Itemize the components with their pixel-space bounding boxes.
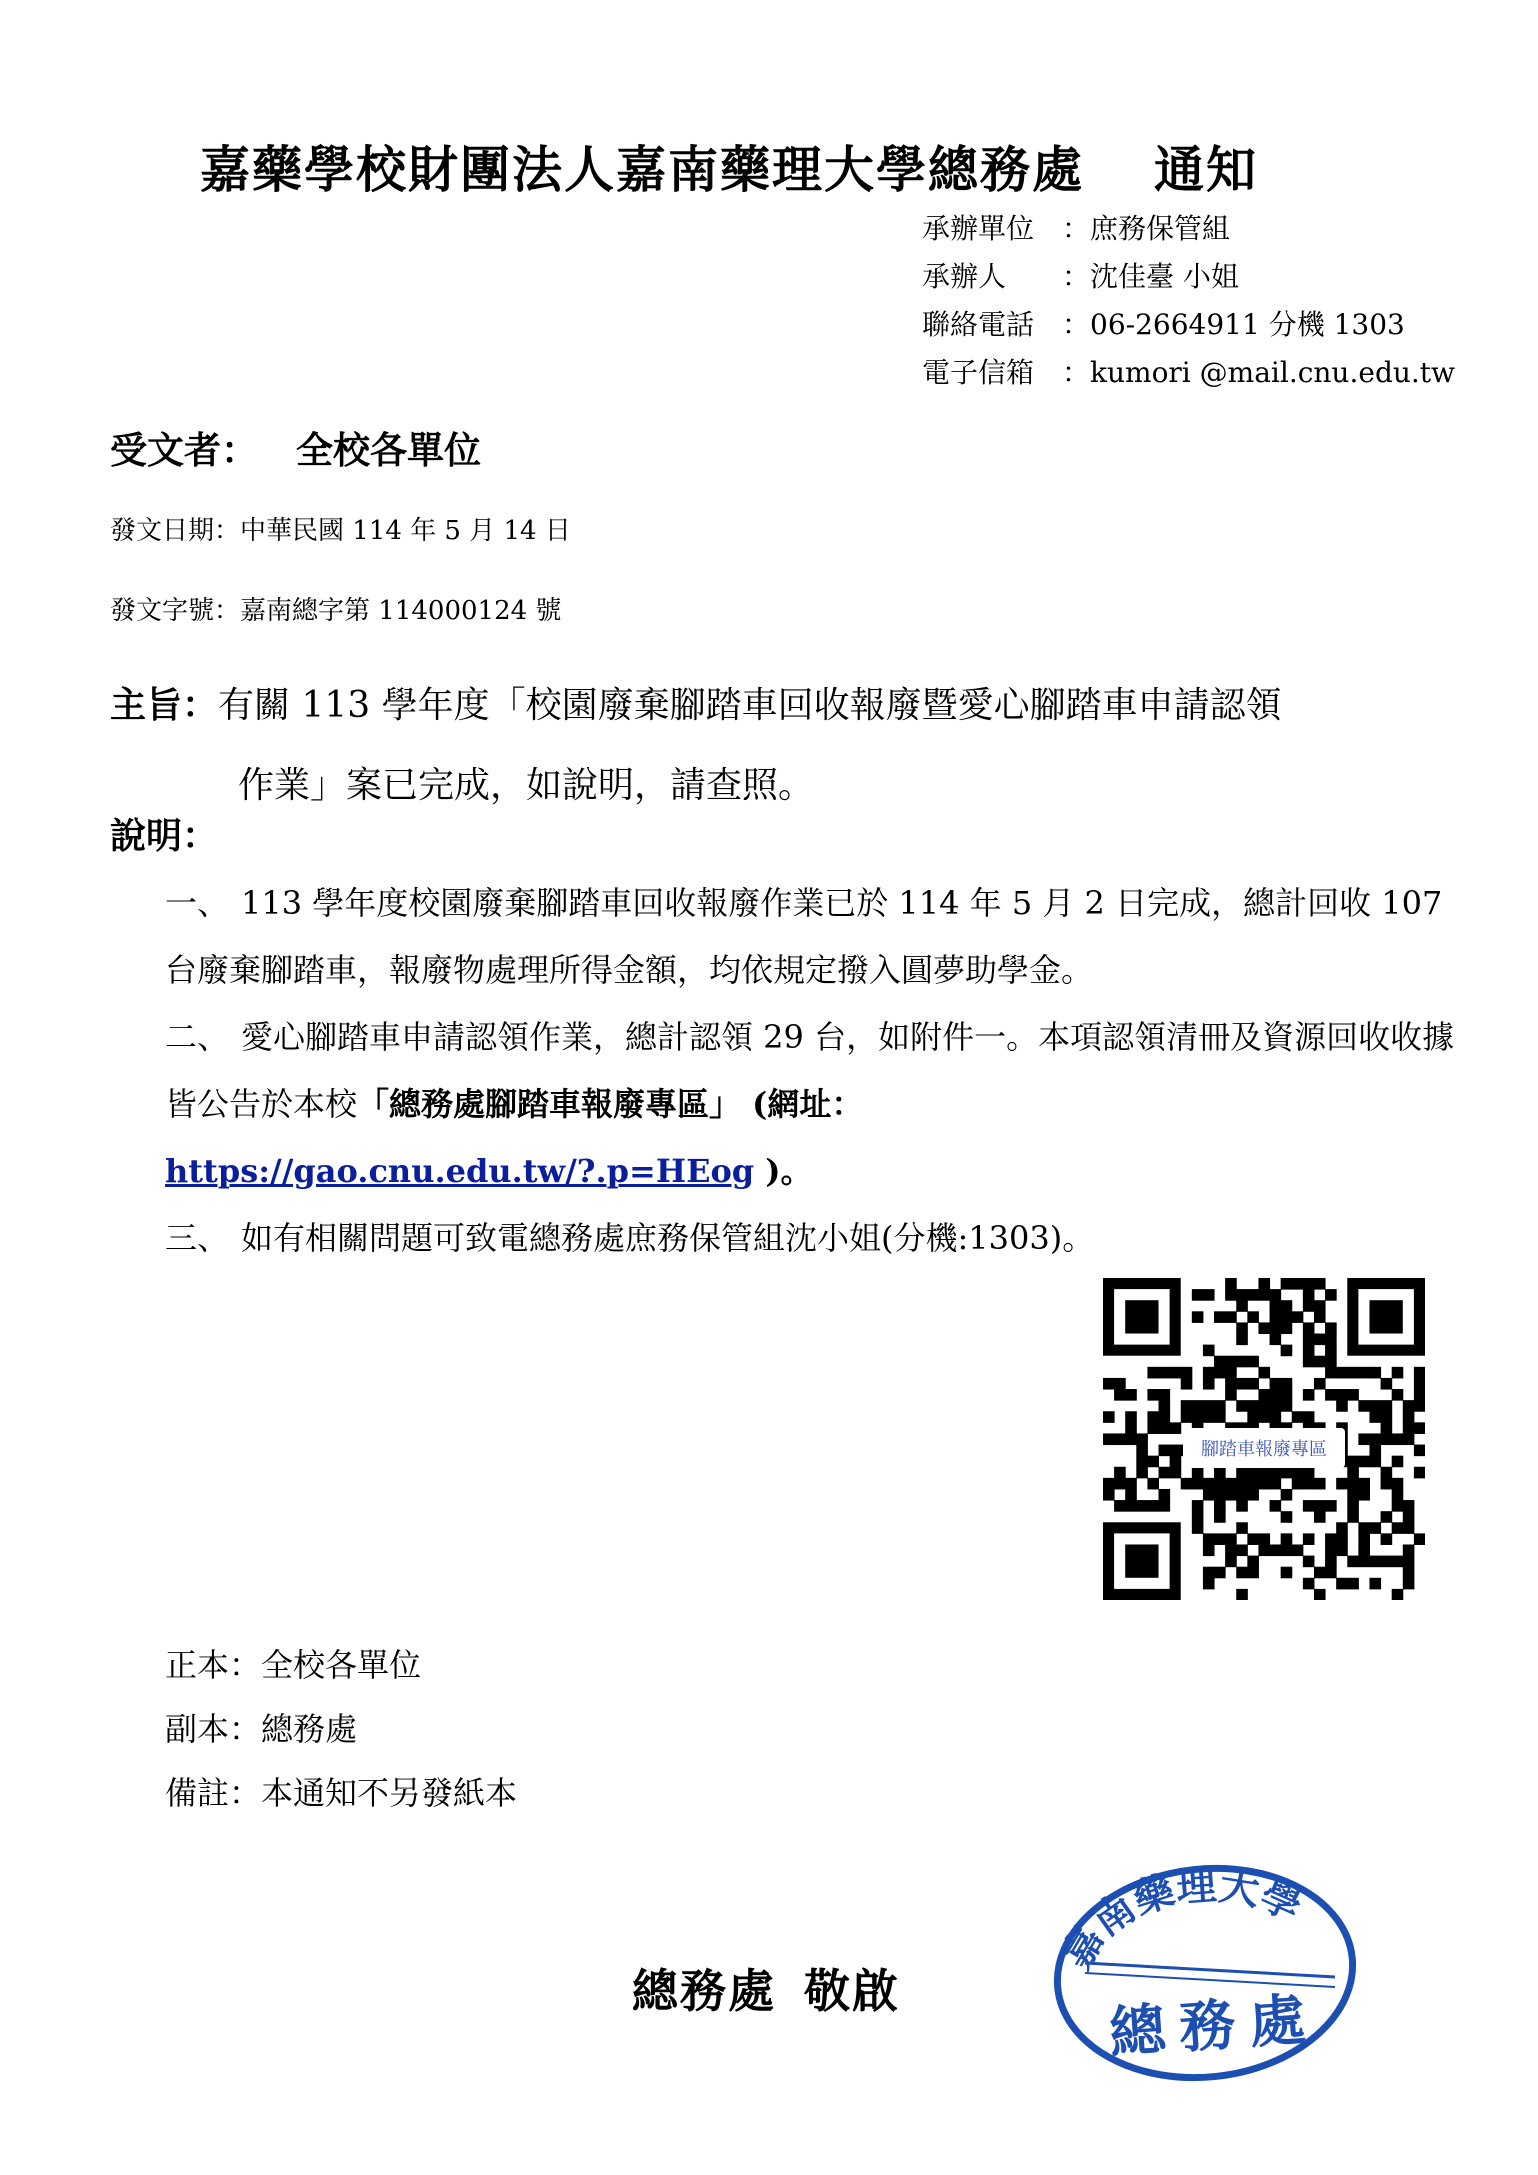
- contact-person: [922, 253, 1455, 301]
- reference-number-value: 嘉南總字第 114000124 號: [240, 596, 562, 626]
- bike-disposal-section-name: 「總務處腳踏車報廢專區」: [357, 1085, 742, 1123]
- original-value: 全校各單位: [261, 1646, 422, 1684]
- contact-person-value: 沈佳臺 小姐: [1090, 260, 1239, 293]
- svg-text:嘉南藥理大學: 嘉南藥理大學: [1052, 1861, 1309, 1977]
- item-number: 三、: [165, 1219, 230, 1257]
- explanation-item-1: [165, 870, 1455, 1004]
- contact-phone-label: 聯絡電話: [922, 308, 1035, 341]
- distribution: [165, 1633, 517, 1825]
- document-title: [200, 130, 1258, 202]
- item-number: 二、: [165, 1018, 230, 1056]
- recipient-label: 受文者：: [110, 428, 258, 472]
- contact-phone-value: 06-2664911 分機 1303: [1090, 308, 1405, 341]
- contact-email: [922, 349, 1455, 397]
- reference-number: [110, 590, 561, 627]
- explanation-item-3: [165, 1205, 1455, 1272]
- contact-phone: [922, 301, 1455, 349]
- official-seal: [1045, 1855, 1365, 2085]
- contact-block: [922, 205, 1455, 397]
- item-text: 愛心腳踏車申請認領作業，總計認領 29 台，如附件一。本項認領清冊及資源回收收據皆公告於本校: [165, 1018, 1455, 1123]
- copy-value: 總務處: [261, 1710, 358, 1748]
- signature: [632, 1955, 900, 2021]
- item-text: 113 學年度校園廢棄腳踏車回收報廢作業已於 114 年 5 月 2 日完成，總計回收 107 台廢棄腳踏車，報廢物處理所得金額，均依規定撥入圓夢助學金。: [165, 884, 1443, 989]
- distribution-note: [165, 1761, 517, 1825]
- contact-separator: ：: [1062, 356, 1091, 389]
- note-label: 備註：: [165, 1774, 262, 1812]
- contact-separator: ：: [1062, 260, 1091, 293]
- recipient: [110, 420, 481, 474]
- explanation-items: [165, 870, 1455, 1272]
- org-name: 嘉藥學校財團法人嘉南藥理大學總務處: [200, 140, 1084, 199]
- explanation-item-2: [165, 1004, 1455, 1205]
- recipient-value: 全校各單位: [296, 428, 481, 472]
- item-text: 如有相關問題可致電總務處庶務保管組沈小姐(分機:1303)。: [241, 1219, 1095, 1257]
- distribution-copy: [165, 1697, 517, 1761]
- issue-date-value: 中華民國 114 年 5 月 14 日: [240, 516, 571, 546]
- explanation-label: 說明：: [110, 815, 219, 857]
- contact-unit-label: 承辦單位: [922, 212, 1035, 245]
- subject-line-2: 作業」案已完成，如說明，請查照。: [238, 765, 815, 806]
- qr-code[interactable]: [1103, 1278, 1425, 1600]
- svg-text:總務處: 總務處: [1107, 1985, 1322, 2067]
- contact-separator: ：: [1062, 308, 1091, 341]
- reference-number-label: 發文字號：: [110, 596, 241, 626]
- original-label: 正本：: [165, 1646, 262, 1684]
- url-label: (網址：: [741, 1085, 864, 1123]
- item-number: 一、: [165, 884, 230, 922]
- subject-label: 主旨：: [110, 684, 219, 726]
- signature-dept: 總務處: [632, 1964, 776, 2018]
- contact-unit: [922, 205, 1455, 253]
- distribution-original: [165, 1633, 517, 1697]
- bike-disposal-link[interactable]: https://gao.cnu.edu.tw/?.p=HEog: [165, 1152, 755, 1190]
- contact-unit-value: 庶務保管組: [1090, 212, 1231, 245]
- seal-icon: [1045, 1855, 1365, 2085]
- signature-closing: 敬啟: [804, 1964, 900, 2018]
- contact-separator: ：: [1062, 212, 1091, 245]
- issue-date: [110, 510, 571, 547]
- url-end: )。: [754, 1152, 813, 1190]
- contact-email-label: 電子信箱: [922, 356, 1035, 389]
- copy-label: 副本：: [165, 1710, 262, 1748]
- subject-line-1: 有關 113 學年度「校園廢棄腳踏車回收報廢暨愛心腳踏車申請認領: [218, 685, 1282, 726]
- subject: [110, 665, 1450, 826]
- doc-type: 通知: [1154, 140, 1258, 199]
- note-value: 本通知不另發紙本: [261, 1774, 518, 1812]
- contact-person-label: 承辦人: [922, 260, 1007, 293]
- qr-label: 腳踏車報廢專區: [1183, 1428, 1345, 1468]
- issue-date-label: 發文日期：: [110, 516, 241, 546]
- contact-email-value: kumori @mail.cnu.edu.tw: [1090, 356, 1456, 389]
